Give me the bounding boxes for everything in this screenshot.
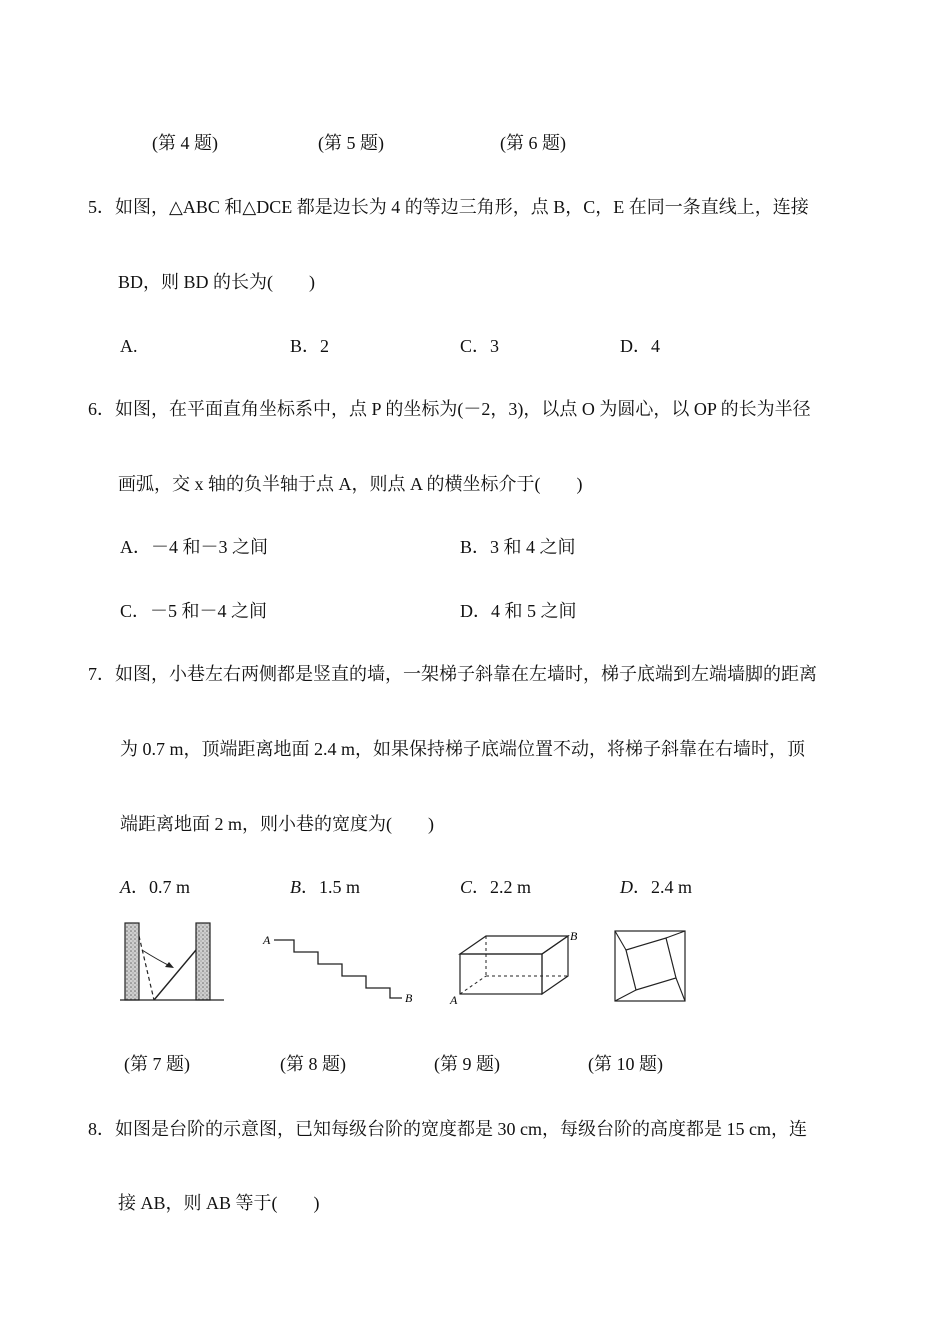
fig8-label-a: A [263, 933, 271, 947]
front-face [460, 954, 542, 994]
q6-option-d: D．4 和 5 之间 [460, 601, 577, 621]
figure-7-ladder-alley [118, 918, 228, 1008]
inner-line-3 [676, 978, 685, 1001]
right-face [542, 936, 568, 994]
fig9-label-a: A [450, 993, 458, 1007]
q7-text-line1: 7．如图，小巷左右两侧都是竖直的墙，一架梯子斜靠在左墙时，梯子底端到左端墙脚的距离 [88, 664, 817, 684]
inner-line-4 [615, 990, 636, 1001]
q6-option-a: A．－4 和－3 之间 [120, 537, 268, 557]
caption-fig10: (第 10 题) [588, 1054, 663, 1074]
q7-option-d-value: ．2.4 m [633, 877, 693, 897]
left-wall [125, 923, 139, 1000]
q6-text-line2: 画弧，交 x 轴的负半轴于点 A，则点 A 的横坐标介于( ) [118, 474, 583, 494]
caption-fig6: (第 6 题) [500, 133, 566, 153]
q7-option-a [120, 878, 190, 896]
figure-10-squares [612, 928, 692, 1008]
q5-text-line1: 5．如图，△ABC 和△DCE 都是边长为 4 的等边三角形，点 B，C，E 在同一条直线上，连接 [88, 197, 809, 217]
top-face [460, 936, 568, 954]
q5-option-d: D．4 [620, 336, 660, 356]
q7-option-c-letter: C [460, 877, 473, 897]
caption-fig4: (第 4 题) [152, 133, 218, 153]
q7-option-b-letter: B [290, 877, 301, 897]
caption-fig5: (第 5 题) [318, 133, 384, 153]
inner-line-1 [615, 931, 626, 950]
arrow-head-icon [165, 962, 174, 968]
q6-text-line1: 6．如图，在平面直角坐标系中，点 P 的坐标为(－2，3)，以点 O 为圆心，以 OP 的长为半径 [88, 399, 811, 419]
stair-profile [274, 940, 402, 998]
outer-square [615, 931, 685, 1001]
q5-option-b: B．2 [290, 336, 330, 356]
figure-9-cuboid [448, 924, 588, 1006]
q7-option-a-letter: A [120, 877, 131, 897]
q7-text-line3: 端距离地面 2 m，则小巷的宽度为( ) [120, 814, 434, 834]
q5-text-line2: BD，则 BD 的长为( ) [118, 272, 315, 292]
q7-option-c [460, 878, 531, 896]
q8-text-line2: 接 AB，则 AB 等于( ) [118, 1193, 320, 1213]
q7-option-d [620, 878, 692, 896]
fig9-label-b: B [570, 929, 578, 943]
figure-8-staircase [262, 930, 422, 1010]
caption-fig7: (第 7 题) [124, 1054, 190, 1074]
q5-option-a: A. [120, 336, 138, 356]
q7-option-b [290, 878, 360, 896]
caption-fig9: (第 9 题) [434, 1054, 500, 1074]
fig8-label-b: B [405, 991, 413, 1005]
ladder-right [154, 950, 196, 1000]
right-wall [196, 923, 210, 1000]
q7-option-d-letter: D [620, 877, 633, 897]
ladder-left-dashed [139, 936, 154, 1000]
q5-option-c: C．3 [460, 336, 500, 356]
inner-square [626, 938, 676, 990]
caption-fig8: (第 8 题) [280, 1054, 346, 1074]
inner-line-2 [666, 931, 685, 938]
q7-option-b-value: ．1.5 m [301, 877, 361, 897]
q8-text-line1: 8．如图是台阶的示意图，已知每级台阶的宽度都是 30 cm，每级台阶的高度都是 15 cm，连 [88, 1119, 807, 1139]
q7-text-line2: 为 0.7 m，顶端距离地面 2.4 m，如果保持梯子底端位置不动，将梯子斜靠在右墙时，顶 [120, 739, 805, 759]
q7-option-c-value: ．2.2 m [472, 877, 532, 897]
q6-option-b: B．3 和 4 之间 [460, 537, 576, 557]
q6-option-c: C．－5 和－4 之间 [120, 601, 268, 621]
rotation-arrow [142, 950, 170, 966]
hidden-edge-diagonal [460, 976, 486, 994]
q7-option-a-value: ．0.7 m [131, 877, 191, 897]
